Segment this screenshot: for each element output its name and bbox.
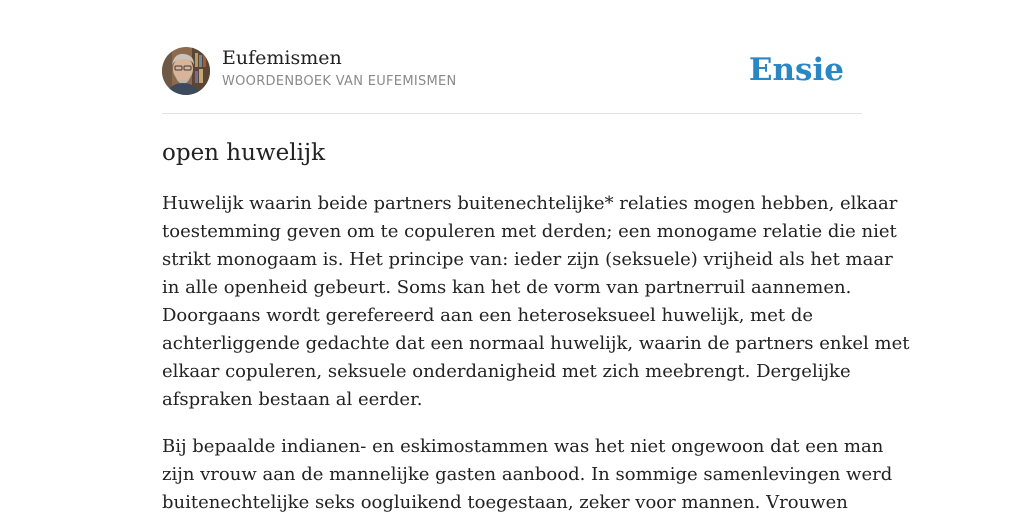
paragraph-line: Huwelijk waarin beide partners buitenechtelijke* relaties mogen hebben, elkaar — [162, 193, 898, 214]
author-portrait-icon — [162, 47, 210, 95]
paragraph-line: afspraken bestaan al eerder. — [162, 389, 423, 410]
entry-title: open huwelijk — [162, 140, 326, 166]
brand-logo[interactable]: Ensie — [748, 52, 844, 88]
author-block — [222, 46, 457, 90]
paragraph-1 — [162, 190, 910, 414]
paragraph-line: buitenechtelijke seks oogluikend toegestaan, zeker voor mannen. Vrouwen — [162, 492, 848, 512]
author-name[interactable]: Eufemismen — [222, 47, 342, 69]
paragraph-line: achterliggende gedachte dat een normaal huwelijk, waarin de partners enkel met — [162, 333, 910, 354]
paragraph-line: elkaar copuleren, seksuele onderdanigheid met zich meebrengt. Dergelijke — [162, 361, 851, 382]
paragraph-line: Doorgaans wordt gerefereerd aan een heteroseksueel huwelijk, met de — [162, 305, 813, 326]
paragraph-line: in alle openheid gebeurt. Soms kan het de vorm van partnerruil aannemen. — [162, 277, 852, 298]
header-divider — [162, 113, 862, 114]
author-subtitle: WOORDENBOEK VAN EUFEMISMEN — [222, 74, 457, 89]
paragraph-line: Bij bepaalde indianen- en eskimostammen was het niet ongewoon dat een man — [162, 436, 884, 457]
paragraph-line: zijn vrouw aan de mannelijke gasten aanbood. In sommige samenlevingen werd — [162, 464, 893, 485]
entry-content — [162, 190, 910, 512]
paragraph-2 — [162, 433, 893, 512]
avatar[interactable] — [162, 47, 210, 95]
paragraph-line: toestemming geven om te copuleren met derden; een monogame relatie die niet — [162, 221, 897, 242]
header — [162, 46, 862, 96]
paragraph-line: strikt monogaam is. Het principe van: ieder zijn (seksuele) vrijheid als het maar — [162, 249, 893, 270]
